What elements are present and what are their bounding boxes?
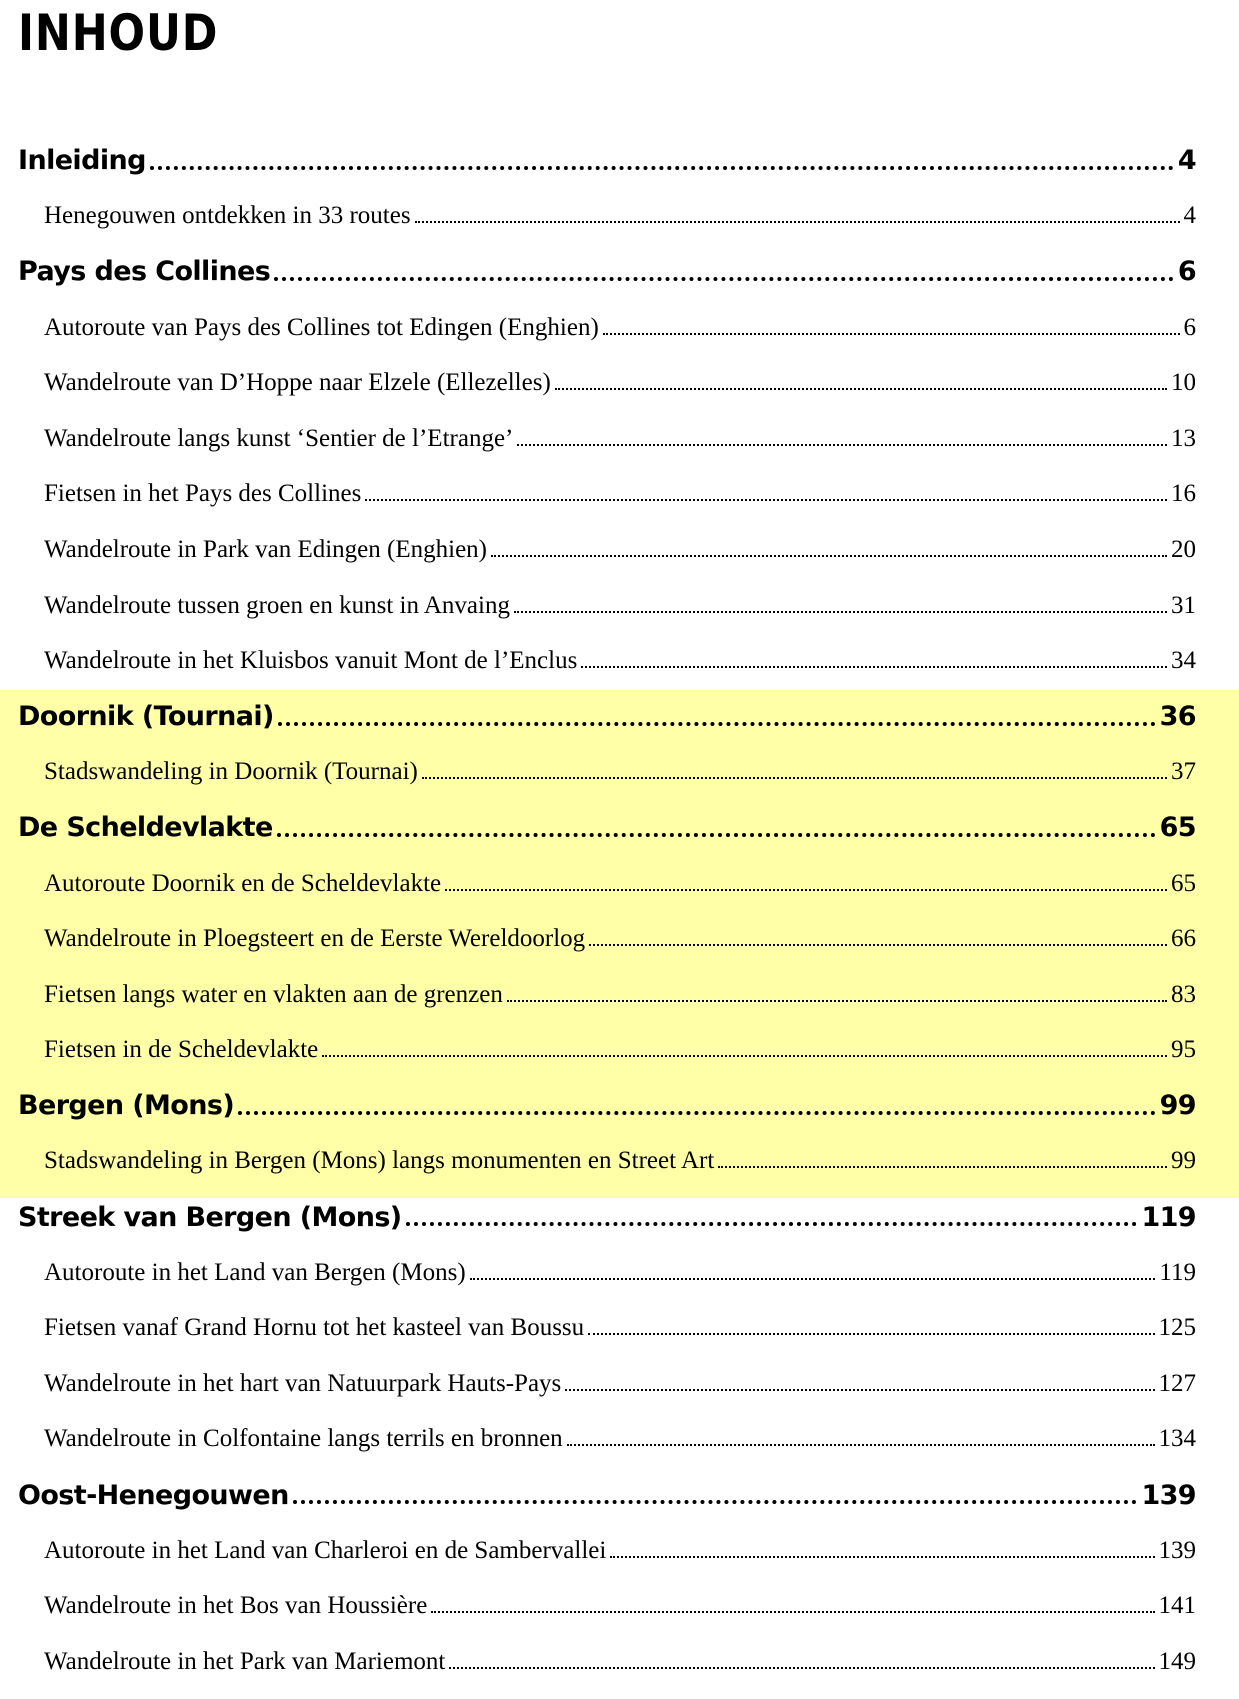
- toc-chapter-entry[interactable]: [0, 800, 1239, 856]
- dot-leader: [589, 944, 1167, 946]
- toc-entry-label: Stadswandeling in Bergen (Mons) langs monumenten en Street Art: [44, 1147, 715, 1175]
- toc-page-number: 65: [1171, 869, 1196, 897]
- toc-page-number: 134: [1158, 1425, 1196, 1453]
- toc-page-number: 119: [1159, 1258, 1196, 1286]
- page-title: INHOUD: [18, 4, 219, 62]
- dot-leader: [238, 1111, 1156, 1115]
- dot-leader: [514, 611, 1167, 613]
- dot-leader: [470, 1278, 1156, 1280]
- dot-leader: [581, 666, 1167, 668]
- toc-page-number: 20: [1171, 535, 1196, 563]
- dot-leader: [277, 833, 1156, 837]
- dot-leader: [449, 1667, 1154, 1669]
- toc-entry-label: Wandelroute in het hart van Natuurpark Hauts-Pays: [44, 1369, 562, 1397]
- toc-section-entry[interactable]: [0, 1412, 1239, 1468]
- toc-page-number: 95: [1171, 1036, 1196, 1064]
- toc-page-number: 125: [1158, 1314, 1196, 1342]
- dot-leader: [565, 1389, 1154, 1391]
- dot-leader: [491, 555, 1167, 557]
- toc-section-entry[interactable]: [0, 355, 1239, 411]
- toc-entry-label: Wandelroute in het Kluisbos vanuit Mont de l’Enclus: [44, 647, 578, 675]
- dot-leader: [365, 499, 1167, 501]
- toc-entry-label: Bergen (Mons): [18, 1090, 235, 1122]
- toc-page-number: 6: [1177, 256, 1196, 288]
- toc-chapter-entry[interactable]: [0, 1189, 1239, 1245]
- toc-page-number: 36: [1159, 701, 1196, 733]
- dot-leader: [431, 1611, 1154, 1613]
- toc-page-number: 99: [1159, 1090, 1196, 1122]
- toc-page-number: 13: [1171, 424, 1196, 452]
- toc-page-number: 4: [1177, 145, 1196, 177]
- toc-page-number: 6: [1183, 313, 1196, 341]
- dot-leader: [588, 1333, 1154, 1335]
- toc-section-entry[interactable]: [0, 856, 1239, 912]
- toc-entry-label: Fietsen langs water en vlakten aan de grenzen: [44, 980, 503, 1008]
- dot-leader: [322, 1055, 1167, 1057]
- toc-page-number: 139: [1158, 1536, 1196, 1564]
- toc-entry-label: Fietsen vanaf Grand Hornu tot het kasteel van Boussu: [44, 1314, 585, 1342]
- toc-section-entry[interactable]: [0, 189, 1239, 245]
- toc-chapter-entry[interactable]: [0, 244, 1239, 300]
- dot-leader: [718, 1166, 1167, 1168]
- toc-entry-label: Pays des Collines: [18, 256, 271, 288]
- toc-page-number: 31: [1171, 591, 1196, 619]
- dot-leader: [274, 277, 1174, 281]
- dot-leader: [150, 166, 1174, 170]
- toc-chapter-entry[interactable]: [0, 689, 1239, 745]
- toc-section-entry[interactable]: [0, 1134, 1239, 1190]
- toc-page-number: 16: [1171, 480, 1196, 508]
- toc-section-entry[interactable]: [0, 633, 1239, 689]
- toc-entry-label: Wandelroute in Colfontaine langs terrils en bronnen: [44, 1425, 563, 1453]
- toc-page-number: 37: [1171, 758, 1196, 786]
- dot-leader: [293, 1500, 1138, 1504]
- toc-entry-label: De Scheldevlakte: [18, 812, 273, 844]
- toc-chapter-entry[interactable]: [0, 1078, 1239, 1134]
- toc-entry-label: Henegouwen ontdekken in 33 routes: [44, 202, 411, 230]
- toc-entry-label: Autoroute in het Land van Charleroi en de Sambervallei: [44, 1536, 607, 1564]
- dot-leader: [517, 444, 1167, 446]
- toc-section-entry[interactable]: [0, 1578, 1239, 1634]
- toc-section-entry[interactable]: [0, 522, 1239, 578]
- toc-section-entry[interactable]: [0, 1634, 1239, 1690]
- dot-leader: [406, 1222, 1138, 1226]
- toc-chapter-entry[interactable]: [0, 133, 1239, 189]
- table-of-contents: [0, 133, 1239, 1690]
- toc-section-entry[interactable]: [0, 1356, 1239, 1412]
- toc-section-entry[interactable]: [0, 1245, 1239, 1301]
- toc-entry-label: Wandelroute van D’Hoppe naar Elzele (Ellezelles): [44, 369, 551, 397]
- toc-page-number: 141: [1158, 1592, 1196, 1620]
- toc-entry-label: Streek van Bergen (Mons): [18, 1201, 402, 1233]
- toc-entry-label: Wandelroute in Park van Edingen (Enghien): [44, 535, 487, 563]
- toc-page-number: 10: [1171, 369, 1196, 397]
- toc-section-entry[interactable]: [0, 300, 1239, 356]
- toc-section-entry[interactable]: [0, 1523, 1239, 1579]
- toc-entry-label: Fietsen in de Scheldevlakte: [44, 1036, 319, 1064]
- dot-leader: [415, 221, 1180, 223]
- toc-page-number: 66: [1171, 925, 1196, 953]
- dot-leader: [422, 777, 1167, 779]
- toc-entry-label: Oost-Henegouwen: [18, 1479, 289, 1511]
- toc-entry-label: Autoroute Doornik en de Scheldevlakte: [44, 869, 442, 897]
- toc-section-entry[interactable]: [0, 411, 1239, 467]
- toc-entry-label: Wandelroute tussen groen en kunst in Anvaing: [44, 591, 510, 619]
- toc-section-entry[interactable]: [0, 911, 1239, 967]
- toc-entry-label: Doornik (Tournai): [18, 701, 274, 733]
- toc-entry-label: Autoroute in het Land van Bergen (Mons): [44, 1258, 466, 1286]
- toc-page-number: 34: [1171, 647, 1196, 675]
- toc-entry-label: Fietsen in het Pays des Collines: [44, 480, 362, 508]
- toc-entry-label: Wandelroute in het Bos van Houssière: [44, 1592, 428, 1620]
- dot-leader: [507, 1000, 1167, 1002]
- toc-chapter-entry[interactable]: [0, 1467, 1239, 1523]
- toc-section-entry[interactable]: [0, 1300, 1239, 1356]
- dot-leader: [567, 1444, 1155, 1446]
- toc-page-number: 65: [1159, 812, 1196, 844]
- dot-leader: [445, 889, 1167, 891]
- dot-leader: [278, 722, 1156, 726]
- toc-page-number: 149: [1158, 1647, 1196, 1675]
- toc-section-entry[interactable]: [0, 467, 1239, 523]
- dot-leader: [555, 388, 1167, 390]
- dot-leader: [610, 1556, 1154, 1558]
- toc-page-number: 4: [1183, 202, 1196, 230]
- toc-page-number: 83: [1171, 980, 1196, 1008]
- toc-page-number: 99: [1171, 1147, 1196, 1175]
- toc-entry-label: Wandelroute in het Park van Mariemont: [44, 1647, 446, 1675]
- toc-entry-label: Inleiding: [18, 145, 146, 177]
- toc-entry-label: Autoroute van Pays des Collines tot Edingen (Enghien): [44, 313, 599, 341]
- toc-entry-label: Stadswandeling in Doornik (Tournai): [44, 758, 418, 786]
- toc-section-entry[interactable]: [0, 1023, 1239, 1079]
- toc-entry-label: Wandelroute in Ploegsteert en de Eerste Wereldoorlog: [44, 925, 586, 953]
- toc-section-entry[interactable]: [0, 745, 1239, 801]
- toc-section-entry[interactable]: [0, 967, 1239, 1023]
- toc-entry-label: Wandelroute langs kunst ‘Sentier de l’Etrange’: [44, 424, 514, 452]
- toc-page-number: 127: [1158, 1369, 1196, 1397]
- toc-section-entry[interactable]: [0, 578, 1239, 634]
- toc-page-number: 139: [1141, 1479, 1196, 1511]
- toc-page-number: 119: [1141, 1201, 1196, 1233]
- dot-leader: [603, 333, 1180, 335]
